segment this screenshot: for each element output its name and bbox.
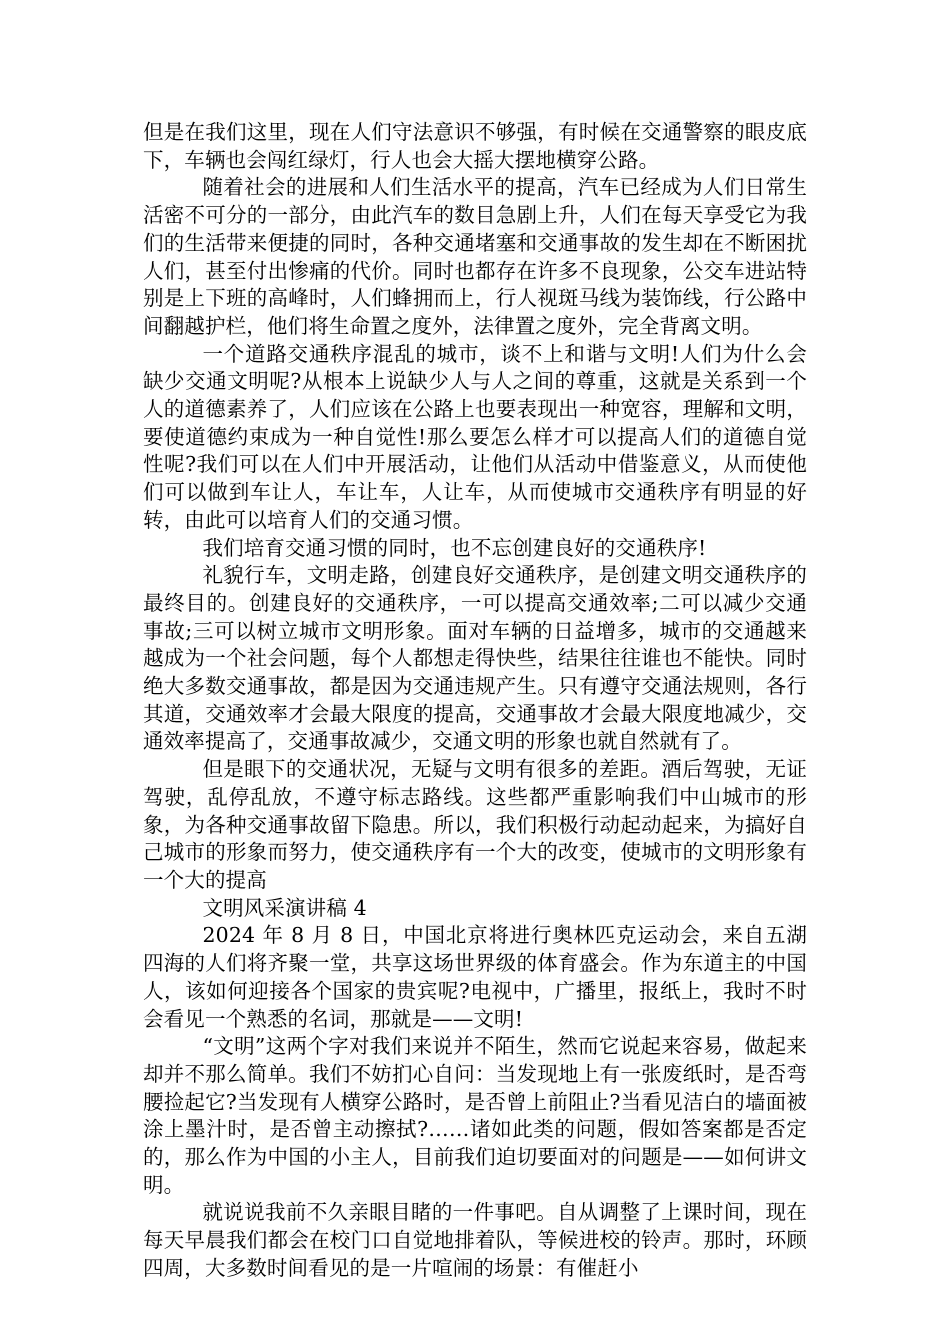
paragraph-1: 但是在我们这里，现在人们守法意识不够强，有时候在交通警察的眼皮底下，车辆也会闯红绿灯，行人也会大摇大摆地横穿公路。: [143, 120, 807, 172]
document-page: [143, 119, 807, 1283]
paragraph-4: 我们培育交通习惯的同时，也不忘创建良好的交通秩序!: [202, 535, 707, 560]
paragraph-9: 就说说我前不久亲眼目睹的一件事吧。自从调整了上课时间，现在每天早晨我们都会在校门口自觉地排着队，等候进校的铃声。那时，环顾四周，大多数时间看见的是一片喧闹的场景：有催赶小: [143, 1200, 807, 1280]
paragraph-6: 但是眼下的交通状况，无疑与文明有很多的差距。酒后驾驶，无证驾驶，乱停乱放，不遵守标志路线。这些都严重影响我们中山城市的形象，为各种交通事故留下隐患。所以，我们积极行动起动起来，为搞好自己城市的形象而努力，使交通秩序有一个大的改变，使城市的文明形象有一个大的提高: [143, 757, 807, 892]
paragraph-5: 礼貌行车，文明走路，创建良好交通秩序，是创建文明交通秩序的最终目的。创建良好的交通秩序，一可以提高交通效率;二可以减少交通事故;三可以树立城市文明形象。面对车辆的日益增多，城市的交通越来越成为一个社会问题，每个人都想走得快些，结果往往谁也不能快。同时绝大多数交通事故，都是因为交通违规产生。只有遵守交通法规则，各行其道，交通效率才会最大限度的提高，交通事故才会最大限度地减少，交通效率提高了，交通事故减少，交通文明的形象也就自然就有了。: [143, 563, 807, 754]
paragraph-8: “文明”这两个字对我们来说并不陌生，然而它说起来容易，做起来却并不那么简单。我们不妨扪心自问：当发现地上有一张废纸时，是否弯腰捡起它?当发现有人横穿公路时，是否曾上前阻止?当看见洁白的墙面被涂上墨汁时，是否曾主动擦拭?……诸如此类的问题，假如答案都是否定的，那么作为中国的小主人，目前我们迫切要面对的问题是——如何讲文明。: [143, 1034, 807, 1197]
paragraph-3: 一个道路交通秩序混乱的城市，谈不上和谐与文明!人们为什么会缺少交通文明呢?从根本上说缺少人与人之间的尊重，这就是关系到一个人的道德素养了，人们应该在公路上也要表现出一种宽容，理解和文明，要使道德约束成为一种自觉性!那么要怎么样才可以提高人们的道德自觉性呢?我们可以在人们中开展活动，让他们从活动中借鉴意义，从而使他们可以做到车让人，车让车，人让车，从而使城市交通秩序有明显的好转，由此可以培育人们的交通习惯。: [143, 341, 807, 532]
paragraph-7: 2024 年 8 月 8 日，中国北京将进行奥林匹克运动会，来自五湖四海的人们将齐聚一堂，共享这场世界级的体育盛会。作为东道主的中国人，该如何迎接各个国家的贵宾呢?电视中，广播里，报纸上，我时不时会看见一个熟悉的名词，那就是——文明!: [143, 923, 807, 1031]
paragraph-2: 随着社会的进展和人们生活水平的提高，汽车已经成为人们日常生活密不可分的一部分，由此汽车的数目急剧上升，人们在每天享受它为我们的生活带来便捷的同时，各种交通堵塞和交通事故的发生却在不断困扰人们，甚至付出惨痛的代价。同时也都存在许多不良现象，公交车进站特别是上下班的高峰时，人们蜂拥而上，行人视斑马线为装饰线，行公路中间翻越护栏，他们将生命置之度外，法律置之度外，完全背离文明。: [143, 175, 807, 338]
section-heading: 文明风采演讲稿 4: [202, 895, 367, 920]
